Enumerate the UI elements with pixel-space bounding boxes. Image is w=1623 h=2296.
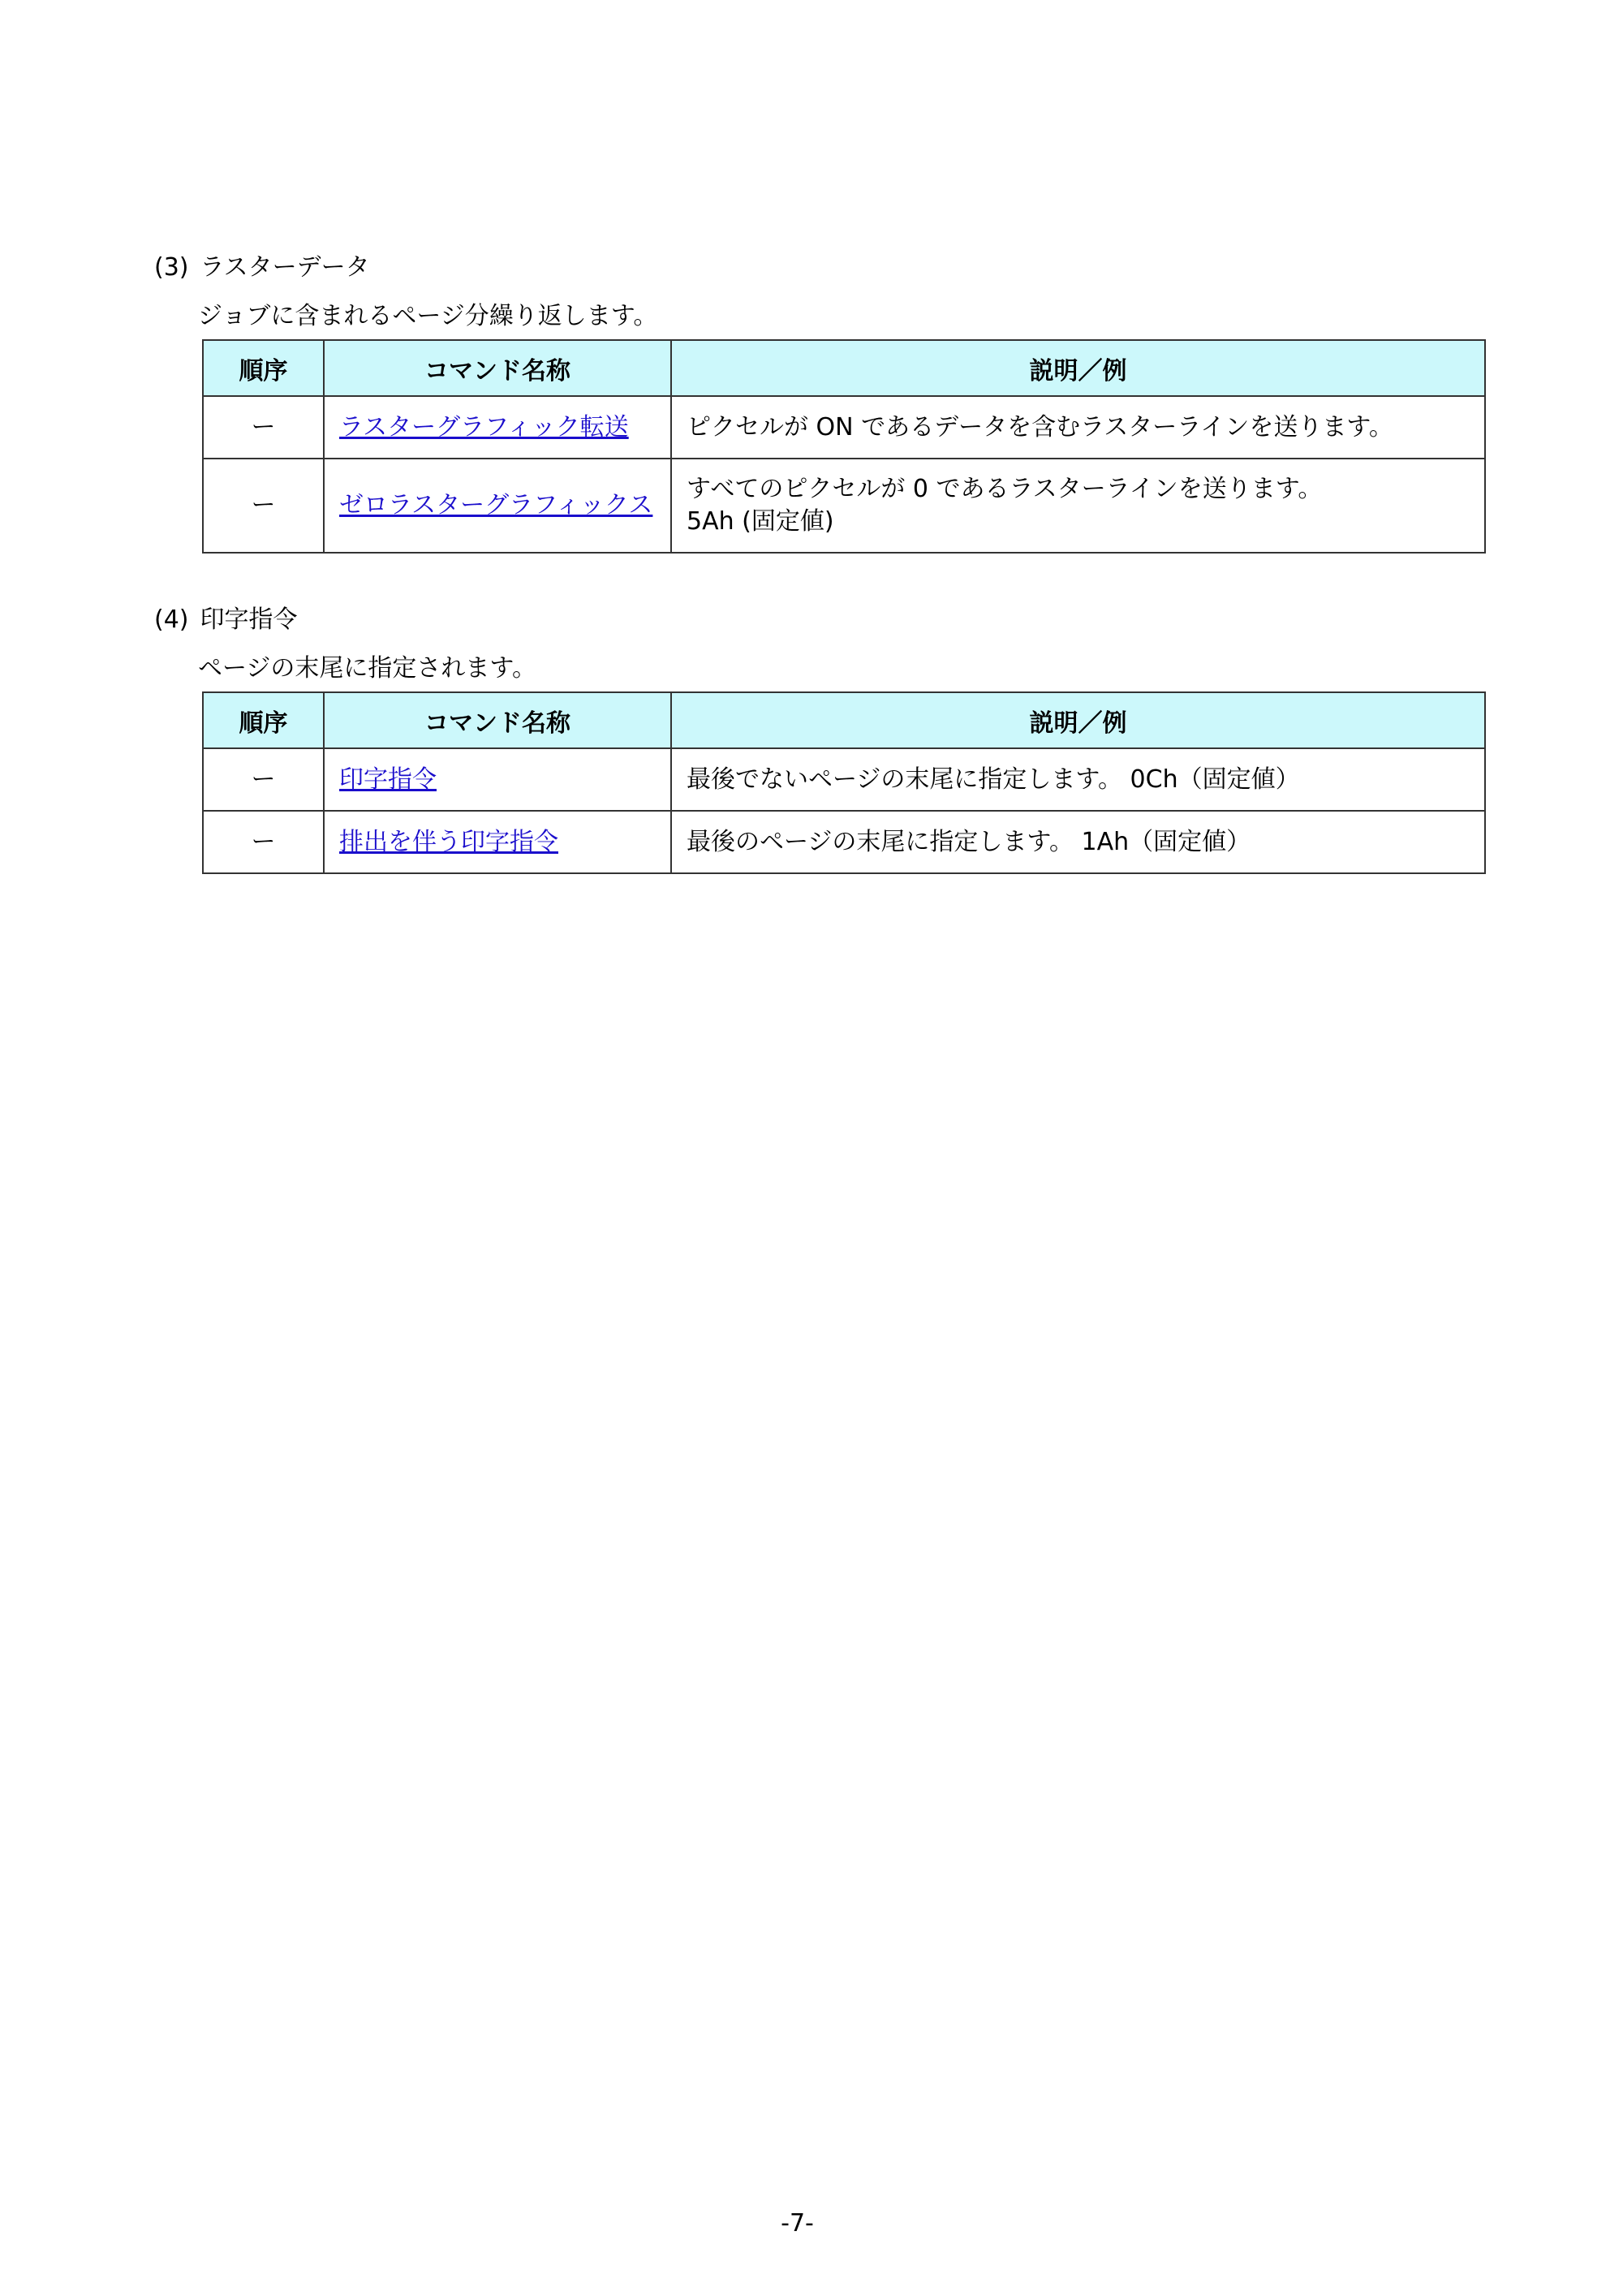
description-line: 最後のページの末尾に指定します。 1Ah（固定値） [687,827,1251,856]
command-name-cell [324,811,671,873]
header-description: 説明／例 [671,692,1485,748]
header-order: 順序 [203,340,324,396]
table-row [203,396,1485,459]
command-name-cell [324,396,671,459]
section-4-description: ページの末尾に指定されます。 [198,654,536,683]
header-order: 順序 [203,692,324,748]
order-cell: ー [203,748,324,811]
table-row [203,748,1485,811]
section-3-description: ジョブに含まれるページ分繰り返します。 [198,302,658,330]
order-cell: ー [203,459,324,553]
command-name-cell [324,459,671,553]
description-line: ピクセルが ON であるデータを含むラスターラインを送ります。 [687,412,1393,442]
description-cell [671,459,1485,553]
table-header-row [203,692,1485,748]
raster-data-table [202,339,1486,554]
command-link-print-command[interactable]: 印字指令 [339,765,437,794]
table-row [203,811,1485,873]
description-line: 最後でないページの末尾に指定します。 0Ch（固定値） [687,765,1300,794]
section-number: (3) [154,253,189,282]
page-number: -7- [781,2209,814,2238]
table-row [203,459,1485,553]
header-command-name: コマンド名称 [324,340,671,396]
command-name-cell [324,748,671,811]
print-command-table [202,691,1486,874]
section-3-heading [154,252,370,284]
section-number: (4) [154,605,189,634]
section-title: 印字指令 [200,605,298,634]
table-header-row [203,340,1485,396]
order-cell: ー [203,811,324,873]
description-cell [671,748,1485,811]
header-command-name: コマンド名称 [324,692,671,748]
description-cell [671,396,1485,459]
description-line: すべてのピクセルが 0 であるラスターラインを送ります。 [687,475,1323,503]
command-link-zero-raster-graphics[interactable]: ゼロラスターグラフィックス [339,491,653,519]
order-cell: ー [203,396,324,459]
description-cell [671,811,1485,873]
command-link-print-with-eject[interactable]: 排出を伴う印字指令 [339,827,558,856]
description-value: 5Ah (固定値) [687,507,834,536]
header-description: 説明／例 [671,340,1485,396]
section-4-heading [154,604,298,636]
command-link-raster-graphics-transfer[interactable]: ラスターグラフィック転送 [339,412,629,442]
section-title: ラスターデータ [200,253,370,282]
